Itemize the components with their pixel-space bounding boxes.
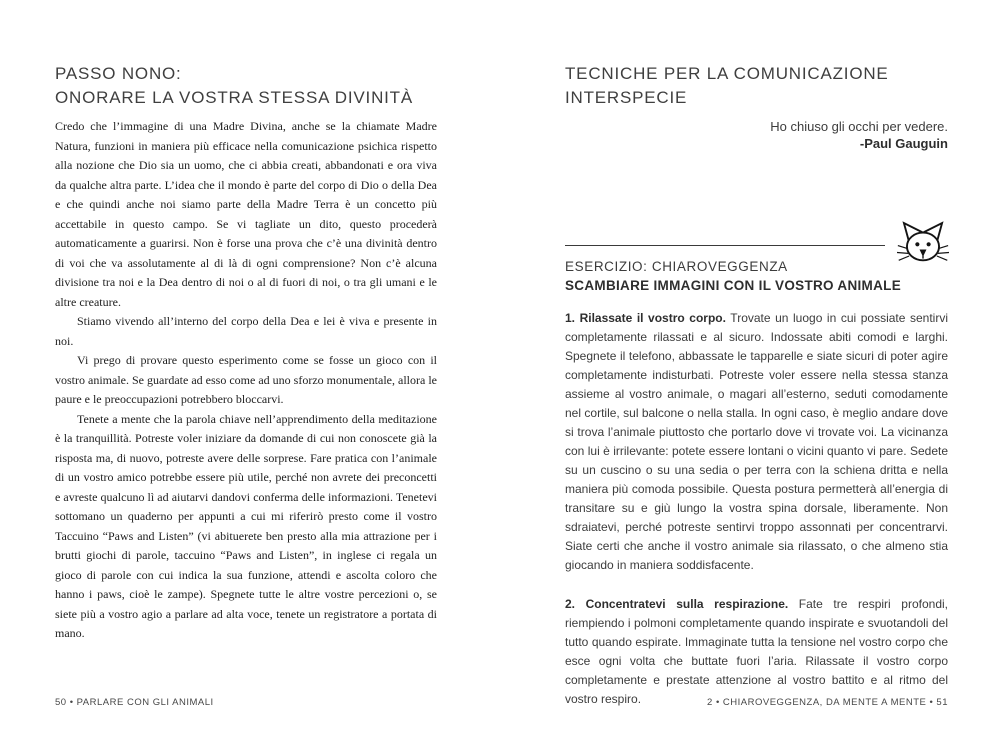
- epigraph: [565, 118, 948, 152]
- chapter-title-line1: PASSO NONO:: [55, 64, 182, 83]
- section-divider: [565, 245, 885, 246]
- section-title: [565, 62, 948, 110]
- section-title-line1: TECNICHE PER LA COMUNICAZIONE: [565, 64, 889, 83]
- chapter-title: [55, 62, 437, 110]
- step-1: [565, 309, 948, 575]
- body-paragraph: Vi prego di provare questo esperimento come se fosse un gioco con il vostro animale. Se guardate ad esso come ad uno sforzo monumentale, allora le paure e le preoccupazioni potrebbero bloccarvi.: [55, 353, 437, 406]
- chapter-title-line2: ONORARE LA VOSTRA STESSA DIVINITÀ: [55, 88, 413, 107]
- page-right: [565, 62, 948, 709]
- page-left: [55, 62, 437, 644]
- step-2-lead: 2. Concentratevi sulla respirazione.: [565, 597, 789, 611]
- exercise-header: [565, 245, 948, 294]
- step-1-lead: 1. Rilassate il vostro corpo.: [565, 311, 726, 325]
- epigraph-text: Ho chiuso gli occhi per vedere.: [770, 119, 948, 134]
- cat-icon: [897, 218, 949, 268]
- body-paragraph: Tenete a mente che la parola chiave nell’apprendimento della meditazione è la tranquillità. Potreste voler iniziare da domande di cui non conoscete già la risposta ma, di nuovo, potreste avere delle sorprese. Fare pratica con l’animale di un vostro amico potrebbe essere più utile, perché non avrete dei preconcetti e avreste qualcuno lì ad aiutarvi dandovi conferma delle informazioni. Tenetevi sottomano un quaderno per appunti a cui mi riferirò presto come il vostro Taccuino “Paws and Listen” (vi abituerete ben presto alla mia attrazione per i brutti giochi di parole, taccuino “Paws and Listen”, in inglese ci regala un gioco di parole con cui indica la sua funzione, attendi e ascolta coloro che hanno i paws, cioè le zampe). Spegnete tutte le altre vostre percezioni o, se siete più a vostro agio a parlare ad alta voce, tenete un registratore a portata di mano.: [55, 411, 437, 640]
- exercise-title: SCAMBIARE IMMAGINI CON IL VOSTRO ANIMALE: [565, 278, 901, 293]
- exercise-label: ESERCIZIO: CHIAROVEGGENZA: [565, 259, 788, 274]
- body-paragraph: Credo che l’immagine di una Madre Divina, anche se la chiamate Madre Natura, funzioni in maniera più efficace nella comunicazione psichica rispetto alla nozione che Dio sia un uomo, che ci abbia creati, abbandonati e ora viva da qualche altra parte. L’idea che il mondo è parte del corpo di Dio o della Dea e che quindi anche noi siamo parte della Madre Terra è un concetto più accettabile in questo campo. Se vi tagliate un dito, questo procederà automaticamente a guarirsi. Non è forse una prova che c’è una divinità dentro di voi che va assolutamente al di là di ogni comprensione? Non c’è alcuna divisione tra noi e la Dea dentro di noi o al di fuori di noi, o tra gli umani e le altre creature.: [55, 119, 437, 309]
- step-2-text: Fate tre respiri profondi, riempiendo i polmoni completamente quando inspirate e svuotandoli del tutto quando espirate. Immaginate tutta la tensione nel vostro corpo che esce ogni volta che buttate fuori l’aria. Rilassate il vostro corpo completamente e prestate attenzione al vostro battito e al ritmo del vostro respiro.: [565, 597, 948, 706]
- step-1-text: Trovate un luogo in cui possiate sentirvi completamente rilassati e al sicuro. Indossate abiti comodi e larghi. Spegnete il telefono, abbassate le tapparelle e siate sicuri di poter agire completamente indisturbati. Potreste voler essere nella stessa stanza assieme al vostro animale, o magari all’esterno, seduti comodamente nel cortile, sul balcone o nella stalla. In ogni caso, è meglio andare dove si trova l’animale piuttosto che portarlo dove vi trovate voi. La vicinanza con lui è irrilevante: potete essere lontani o vicini quanto vi pare. Sedete su un cuscino o su una sedia o per terra con la schiena dritta e nella maniera più comoda possibile. Questa postura permetterà all’energia di transitare su e giù lungo la vostra spina dorsale, liberamente. Non sdraiatevi, perché potreste sentirvi troppo assonnati per concentrarvi. Siate certi che anche il vostro animale sia rilassato, o che almeno stia giocando in maniera soddisfacente.: [565, 311, 949, 572]
- epigraph-author: -Paul Gauguin: [859, 136, 948, 151]
- page-footer-right: 2 • CHIAROVEGGENZA, DA MENTE A MENTE • 51: [707, 697, 948, 708]
- step-2: [565, 595, 948, 709]
- page-footer-left: 50 • PARLARE CON GLI ANIMALI: [55, 697, 214, 708]
- body-paragraph: Stiamo vivendo all’interno del corpo della Dea e lei è viva e presente in noi.: [55, 314, 437, 348]
- section-title-line2: INTERSPECIE: [565, 88, 688, 107]
